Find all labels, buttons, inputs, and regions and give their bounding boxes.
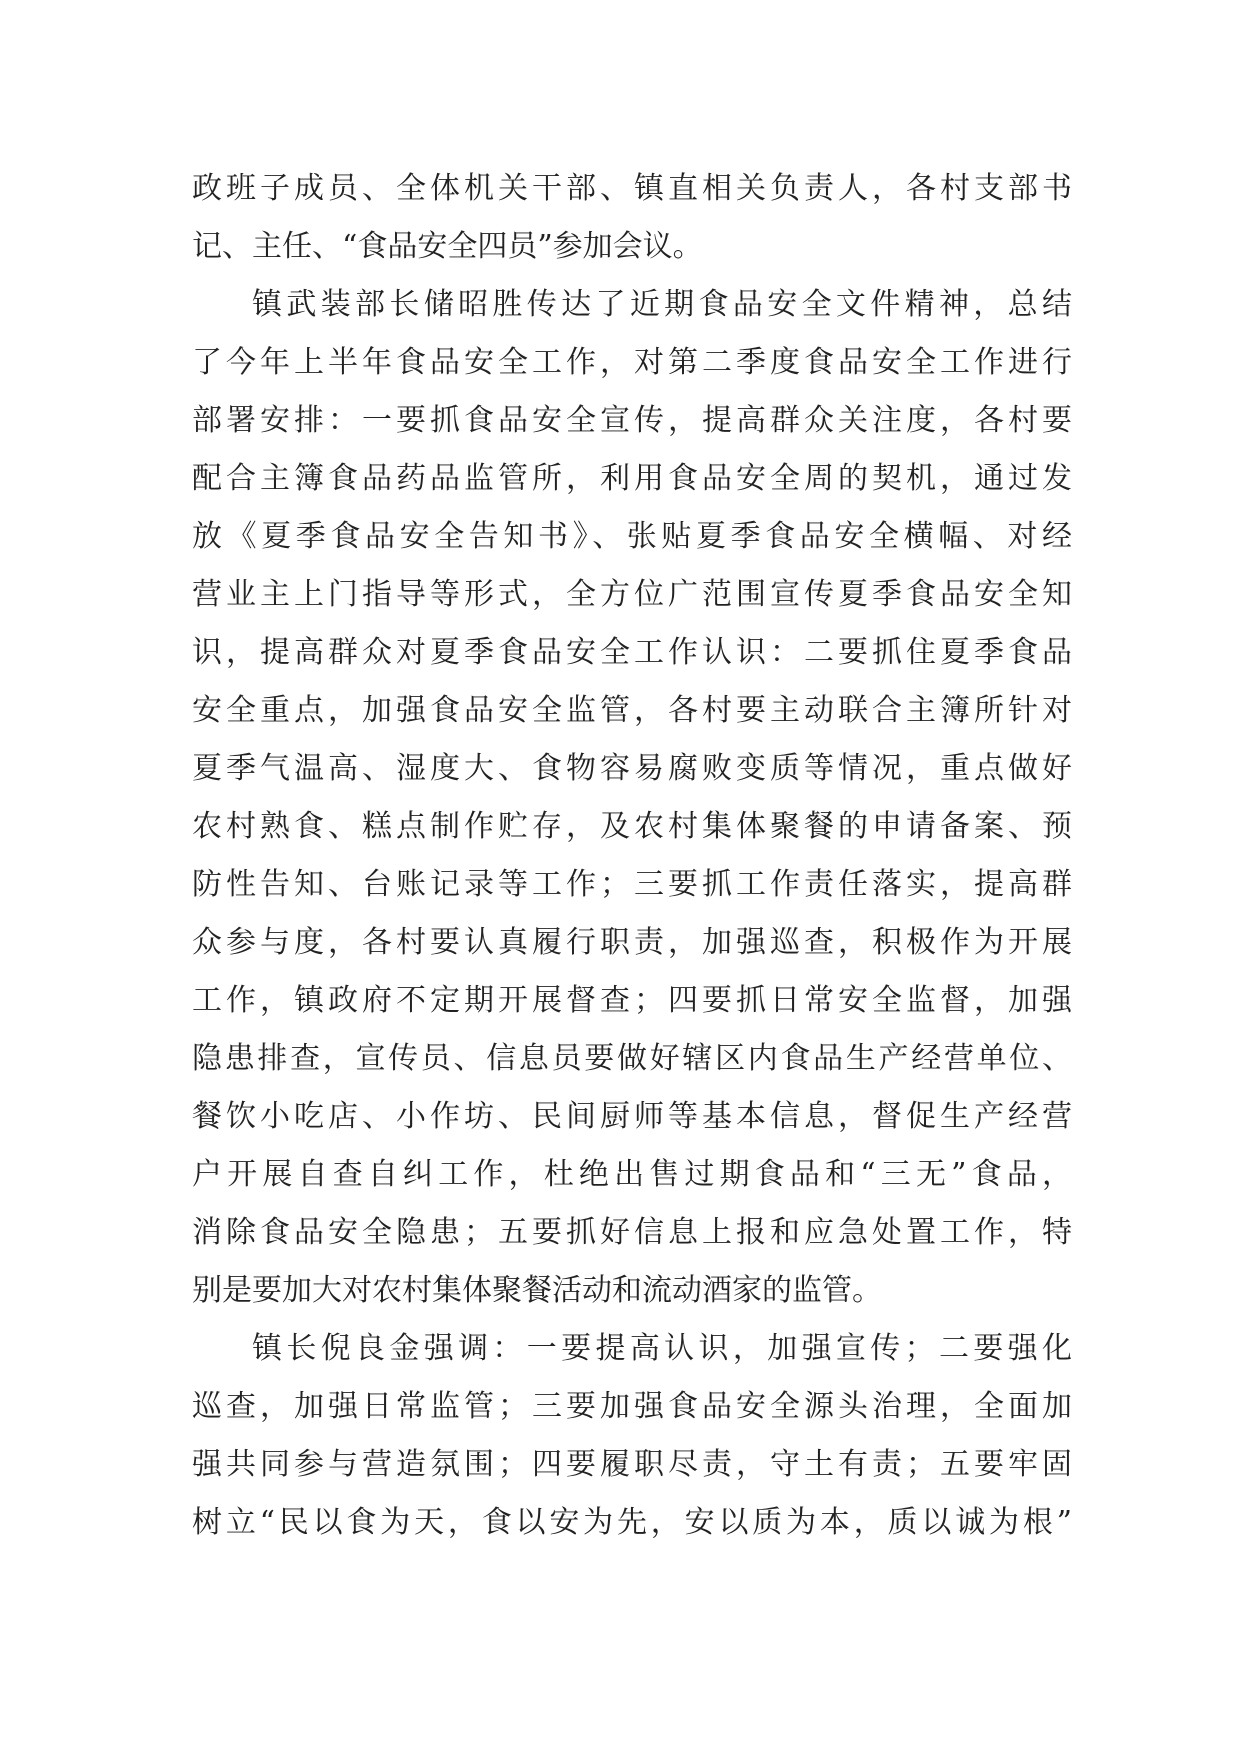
text-line: 部署安排：一要抓食品安全宣传，提高群众关注度，各村要 xyxy=(192,403,1072,438)
text-line: 树立“民以食为天，食以安为先，安以质为本，质以诚为根” xyxy=(192,1505,1072,1540)
text-line: 农村熟食、糕点制作贮存，及农村集体聚餐的申请备案、预 xyxy=(192,809,1072,844)
text-line: 众参与度，各村要认真履行职责，加强巡查，积极作为开展 xyxy=(192,925,1072,960)
text-line: 镇武装部长储昭胜传达了近期食品安全文件精神，总结 xyxy=(252,287,1072,322)
text-line: 营业主上门指导等形式，全方位广范围宣传夏季食品安全知 xyxy=(192,577,1072,612)
text-line: 消除食品安全隐患；五要抓好信息上报和应急处置工作，特 xyxy=(192,1215,1072,1250)
text-line: 隐患排查，宣传员、信息员要做好辖区内食品生产经营单位、 xyxy=(192,1041,1072,1076)
text-line: 夏季气温高、湿度大、食物容易腐败变质等情况，重点做好 xyxy=(192,751,1072,786)
text-line: 记、主任、“食品安全四员”参加会议。 xyxy=(192,229,703,264)
text-line: 餐饮小吃店、小作坊、民间厨师等基本信息，督促生产经营 xyxy=(192,1099,1072,1134)
text-line: 政班子成员、全体机关干部、镇直相关负责人，各村支部书 xyxy=(192,171,1072,206)
text-line: 户开展自查自纠工作，杜绝出售过期食品和“三无”食品， xyxy=(192,1157,1072,1192)
paragraph-3 xyxy=(192,1320,1072,1552)
text-line: 工作，镇政府不定期开展督查；四要抓日常安全监督，加强 xyxy=(192,983,1072,1018)
text-line: 防性告知、台账记录等工作；三要抓工作责任落实，提高群 xyxy=(192,867,1072,902)
text-line: 镇长倪良金强调：一要提高认识，加强宣传；二要强化 xyxy=(252,1331,1072,1366)
text-line: 配合主簿食品药品监管所，利用食品安全周的契机，通过发 xyxy=(192,461,1072,496)
text-line: 放《夏季食品安全告知书》、张贴夏季食品安全横幅、对经 xyxy=(192,519,1072,554)
text-line: 识，提高群众对夏季食品安全工作认识：二要抓住夏季食品 xyxy=(192,635,1072,670)
text-line: 别是要加大对农村集体聚餐活动和流动酒家的监管。 xyxy=(192,1273,882,1308)
text-line: 强共同参与营造氛围；四要履职尽责，守土有责；五要牢固 xyxy=(192,1447,1072,1482)
paragraph-2 xyxy=(192,276,1072,1320)
text-line: 了今年上半年食品安全工作，对第二季度食品安全工作进行 xyxy=(192,345,1072,380)
paragraph-1 xyxy=(192,160,1072,276)
document-body xyxy=(192,160,1072,1552)
text-line: 巡查，加强日常监管；三要加强食品安全源头治理，全面加 xyxy=(192,1389,1072,1424)
text-line: 安全重点，加强食品安全监管，各村要主动联合主簿所针对 xyxy=(192,693,1072,728)
